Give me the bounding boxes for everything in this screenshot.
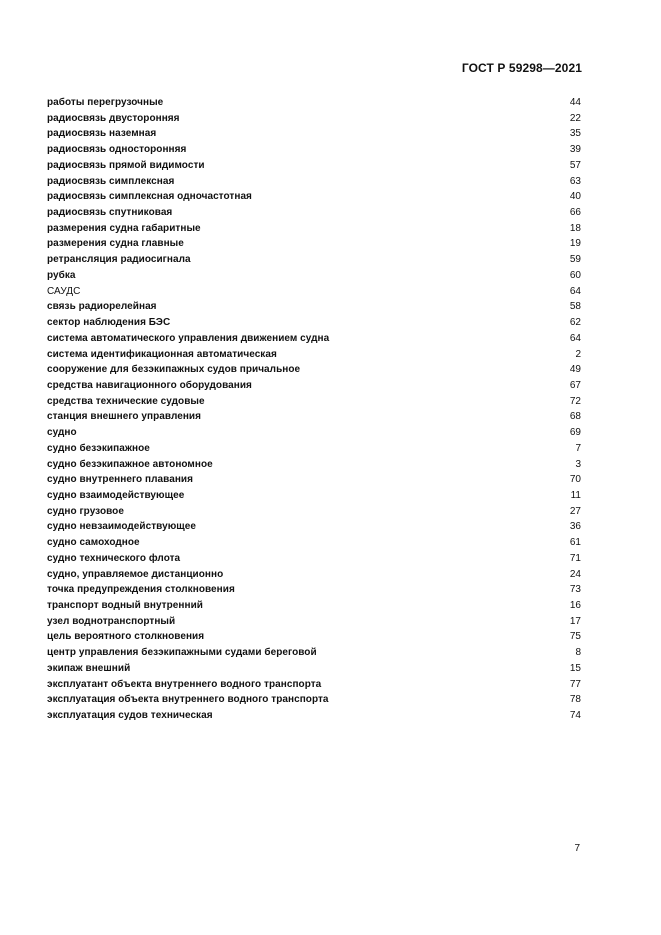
index-term: судно невзаимодействующее	[47, 521, 197, 533]
alphabetical-term-index	[47, 95, 581, 724]
index-term: САУДС	[47, 285, 81, 297]
index-page-ref: 17	[569, 615, 581, 627]
index-term: радиосвязь прямой видимости	[47, 159, 205, 171]
index-entry	[47, 645, 581, 661]
index-page-ref: 18	[569, 222, 581, 234]
index-term: узел воднотранспортный	[47, 615, 176, 627]
index-term: размерения судна главные	[47, 238, 184, 250]
index-entry	[47, 126, 581, 142]
index-page-ref: 22	[569, 112, 581, 124]
index-entry	[47, 677, 581, 693]
index-entry	[47, 174, 581, 190]
index-entry	[47, 472, 581, 488]
index-term: рубка	[47, 269, 76, 281]
index-entry	[47, 378, 581, 394]
page-number: 7	[574, 843, 580, 854]
index-term: размерения судна габаритные	[47, 222, 201, 234]
index-entry	[47, 629, 581, 645]
index-entry	[47, 142, 581, 158]
index-entry	[47, 488, 581, 504]
index-entry	[47, 268, 581, 284]
index-page-ref: 19	[569, 238, 581, 250]
index-page-ref: 64	[569, 285, 581, 297]
index-page-ref: 40	[569, 191, 581, 203]
index-term: судно грузовое	[47, 505, 124, 517]
index-page-ref: 60	[569, 269, 581, 281]
index-entry	[47, 504, 581, 520]
index-page-ref: 63	[569, 175, 581, 187]
index-entry	[47, 111, 581, 127]
index-term: система автоматического управления движением судна	[47, 332, 330, 344]
index-term: судно безэкипажное	[47, 442, 150, 454]
index-entry	[47, 441, 581, 457]
index-entry	[47, 236, 581, 252]
index-page-ref: 75	[569, 631, 581, 643]
index-term: работы перегрузочные	[47, 97, 164, 108]
index-term: радиосвязь спутниковая	[47, 207, 173, 219]
index-page-ref: 72	[569, 395, 581, 407]
index-entry	[47, 614, 581, 630]
index-page-ref: 16	[569, 600, 581, 611]
index-entry	[47, 284, 581, 300]
index-entry	[47, 315, 581, 331]
index-term: транспорт водный внутренний	[47, 600, 203, 611]
index-entry	[47, 519, 581, 535]
index-page-ref: 2	[575, 348, 581, 360]
index-term: судно безэкипажное автономное	[47, 458, 213, 470]
index-term: радиосвязь двусторонняя	[47, 112, 180, 124]
index-page-ref: 77	[569, 678, 581, 690]
index-page-ref: 27	[569, 505, 581, 517]
index-term: судно взаимодействующее	[47, 489, 185, 501]
index-term: средства навигационного оборудования	[47, 379, 252, 391]
index-entry	[47, 299, 581, 315]
index-page-ref: 11	[570, 489, 581, 501]
index-term: судно внутреннего плавания	[47, 474, 194, 486]
index-term: ретрансляция радиосигнала	[47, 254, 191, 266]
index-page-ref: 35	[569, 128, 581, 140]
index-page-ref: 49	[569, 364, 581, 376]
index-term: радиосвязь симплексная одночастотная	[47, 191, 252, 203]
index-entry	[47, 457, 581, 473]
index-term: сооружение для безэкипажных судов причальное	[47, 364, 301, 376]
index-entry	[47, 158, 581, 174]
index-page-ref: 3	[575, 458, 581, 470]
index-entry	[47, 692, 581, 708]
index-entry	[47, 95, 581, 111]
index-entry	[47, 708, 581, 724]
index-page-ref: 64	[569, 332, 581, 344]
index-page-ref: 73	[569, 584, 581, 596]
index-page-ref: 59	[569, 254, 581, 266]
index-page-ref: 7	[575, 442, 581, 454]
index-entry	[47, 205, 581, 221]
index-term: станция внешнего управления	[47, 411, 202, 423]
index-page-ref: 69	[569, 427, 581, 439]
index-entry	[47, 394, 581, 410]
index-term: радиосвязь симплексная	[47, 175, 175, 187]
index-term: радиосвязь наземная	[47, 128, 157, 140]
index-term: экипаж внешний	[47, 662, 131, 674]
index-term: сектор наблюдения БЭС	[47, 317, 171, 329]
index-page-ref: 39	[569, 144, 581, 156]
index-page-ref: 71	[569, 552, 581, 564]
index-term: средства технические судовые	[47, 395, 205, 407]
index-term: судно, управляемое дистанционно	[47, 568, 224, 580]
index-page-ref: 68	[569, 411, 581, 423]
document-standard-code: ГОСТ Р 59298—2021	[461, 61, 582, 75]
index-entry	[47, 331, 581, 347]
index-term: судно	[47, 427, 77, 439]
index-page-ref: 44	[569, 97, 581, 108]
index-term: эксплуатация судов техническая	[47, 710, 213, 722]
index-page-ref: 24	[569, 568, 581, 580]
index-entry	[47, 362, 581, 378]
index-entry	[47, 221, 581, 237]
index-page-ref: 74	[569, 710, 581, 722]
index-page-ref: 67	[569, 379, 581, 391]
index-entry	[47, 347, 581, 363]
index-term: цель вероятного столкновения	[47, 631, 205, 643]
index-entry	[47, 582, 581, 598]
index-page-ref: 8	[575, 647, 581, 659]
index-page-ref: 57	[569, 159, 581, 171]
index-term: эксплуатация объекта внутреннего водного транспорта	[47, 694, 329, 706]
index-term: центр управления безэкипажными судами береговой	[47, 647, 317, 659]
index-page-ref: 78	[569, 694, 581, 706]
index-entry	[47, 567, 581, 583]
index-entry	[47, 409, 581, 425]
index-term: связь радиорелейная	[47, 301, 157, 313]
index-page-ref: 15	[569, 662, 581, 674]
index-term: судно технического флота	[47, 552, 181, 564]
index-page-ref: 36	[569, 521, 581, 533]
index-entry	[47, 252, 581, 268]
index-page-ref: 58	[569, 301, 581, 313]
index-entry	[47, 598, 581, 614]
index-page-ref: 70	[569, 474, 581, 486]
index-entry	[47, 661, 581, 677]
index-term: система идентификационная автоматическая	[47, 348, 277, 360]
index-page-ref: 62	[569, 317, 581, 329]
index-term: эксплуатант объекта внутреннего водного транспорта	[47, 678, 322, 690]
index-term: судно самоходное	[47, 537, 140, 549]
index-entry	[47, 189, 581, 205]
index-entry	[47, 425, 581, 441]
index-entry	[47, 535, 581, 551]
index-entry	[47, 551, 581, 567]
index-term: радиосвязь односторонняя	[47, 144, 187, 156]
index-page-ref: 66	[569, 207, 581, 219]
index-term: точка предупреждения столкновения	[47, 584, 235, 596]
index-page-ref: 61	[569, 537, 581, 549]
